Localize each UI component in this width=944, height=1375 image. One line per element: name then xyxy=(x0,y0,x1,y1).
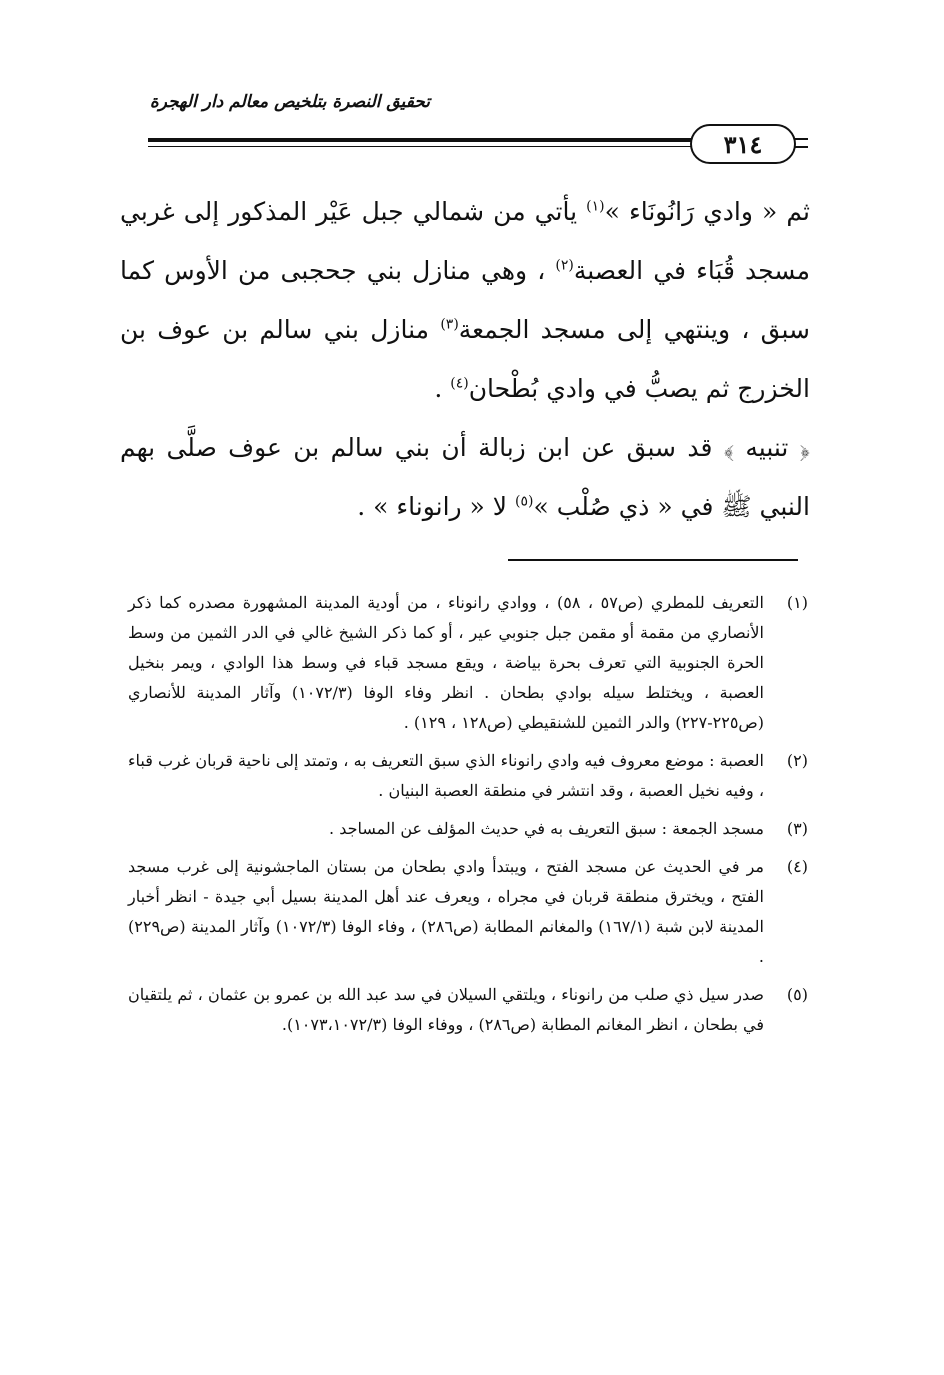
p1-text-d: منازل بني سالم بن عوف بن الخزرج ثم يصبُّ في وادي بُطْحان xyxy=(120,315,810,403)
header-rule-thin xyxy=(148,146,704,147)
page-number: ٣١٤ xyxy=(723,129,763,159)
footnote-number: (٢) xyxy=(786,751,808,770)
header-rule-thick xyxy=(148,138,704,142)
footnote-text: العصبة : موضع معروف فيه وادي رانوناء الذي سبق التعريف به ، وتمتد إلى ناحية قربان غرب قباء ، وفيه نخيل العصبة ، وقد انتشر في منطقة العصبة البنيان . xyxy=(128,751,764,800)
footnote-ref-5[interactable]: (٥) xyxy=(515,493,534,510)
page-number-badge xyxy=(690,124,796,164)
footnote-ref-1[interactable]: (١) xyxy=(586,198,605,215)
footnote-number: (١) xyxy=(786,593,808,612)
p1-text-a: ثم « وادي رَانُونَاء » xyxy=(604,197,810,226)
p1-text-b: يأتي من شمالي جبل عَيْر المذكور إلى غربي مسجد قُبَاء في العصبة xyxy=(120,197,810,285)
footnote-number: (٣) xyxy=(786,819,808,838)
footnote-text: مر في الحديث عن مسجد الفتح ، ويبتدأ وادي بطحان من بستان الماجشونية إلى غرب مسجد الفتح ، ويخترق منطقة قربان في مجراه ، ويعرف عند أهل المدينة بسيل أبي جيدة - انظر أخبار المدينة لابن شبة (١٦٧/١) والمغانم المطابة (ص٢٨٦) ، وفاء الوفا (١٠٧٢/٣) وآثار المدينة (ص٢٢٩) . xyxy=(128,857,765,966)
footnote-text: مسجد الجمعة : سبق التعريف به في حديث المؤلف عن المساجد . xyxy=(329,819,764,838)
p2-text-b: لا « رانوناء » . xyxy=(357,492,516,521)
footnote-ref-4[interactable]: (٤) xyxy=(450,375,469,392)
footnote-item xyxy=(128,588,808,738)
p2-text-a: ﴿ تنبيه ﴾ قد سبق عن ابن زبالة أن بني سالم بن عوف صلَّى بهم النبي ﷺ في « ذي صُلْب » xyxy=(120,433,810,521)
footnote-separator xyxy=(508,559,798,561)
footnote-item xyxy=(128,814,808,844)
footnote-number: (٤) xyxy=(786,857,808,876)
footnote-item xyxy=(128,980,808,1040)
footnote-ref-3[interactable]: (٣) xyxy=(440,316,459,333)
main-text xyxy=(120,182,810,536)
footnote-ref-2[interactable]: (٢) xyxy=(555,257,574,274)
paragraph-2 xyxy=(120,418,810,536)
footnote-item xyxy=(128,746,808,806)
p1-text-e: . xyxy=(434,374,451,403)
running-title: تحقيق النصرة بتلخيص معالم دار الهجرة xyxy=(149,92,430,112)
paragraph-1 xyxy=(120,182,810,418)
footnote-text: صدر سيل ذي صلب من رانوناء ، ويلتقي السيلان في سد عبد الله بن عمرو بن عثمان ، ثم يلتقيان في بطحان ، انظر المغانم المطابة (ص٢٨٦) ، ووفاء الوفا (١٠٧٣،١٠٧٢/٣). xyxy=(128,985,764,1034)
footnote-number: (٥) xyxy=(786,985,808,1004)
p1-text-c: ، وهي منازل بني جحجبى من الأوس كما سبق ، وينتهي إلى مسجد الجمعة xyxy=(120,256,810,344)
footnote-text: التعريف للمطري (ص٥٧ ، ٥٨) ، ووادي رانوناء ، من أودية المدينة المشهورة مصدره كما ذكر الأنصاري من مقمة أو مقمن جبل جنوبي عير ، أو كما ذكر الشيخ غالي في الدر الثمين من وسط الحرة الجنوبية التي تعرف بحرة بياضة ، ويقع مسجد قباء في وسط هذا الوادي ، ويمر بنخيل العصبة ، ويختلط سيله بوادي بطحان . انظر وفاء الوفا (١٠٧٢/٣) وآثار المدينة للأنصاري (ص٢٢٥-٢٢٧) والدر الثمين للشنقيطي (ص١٢٨ ، ١٢٩) . xyxy=(128,593,764,732)
footnotes xyxy=(128,588,808,1048)
footnote-item xyxy=(128,852,808,972)
